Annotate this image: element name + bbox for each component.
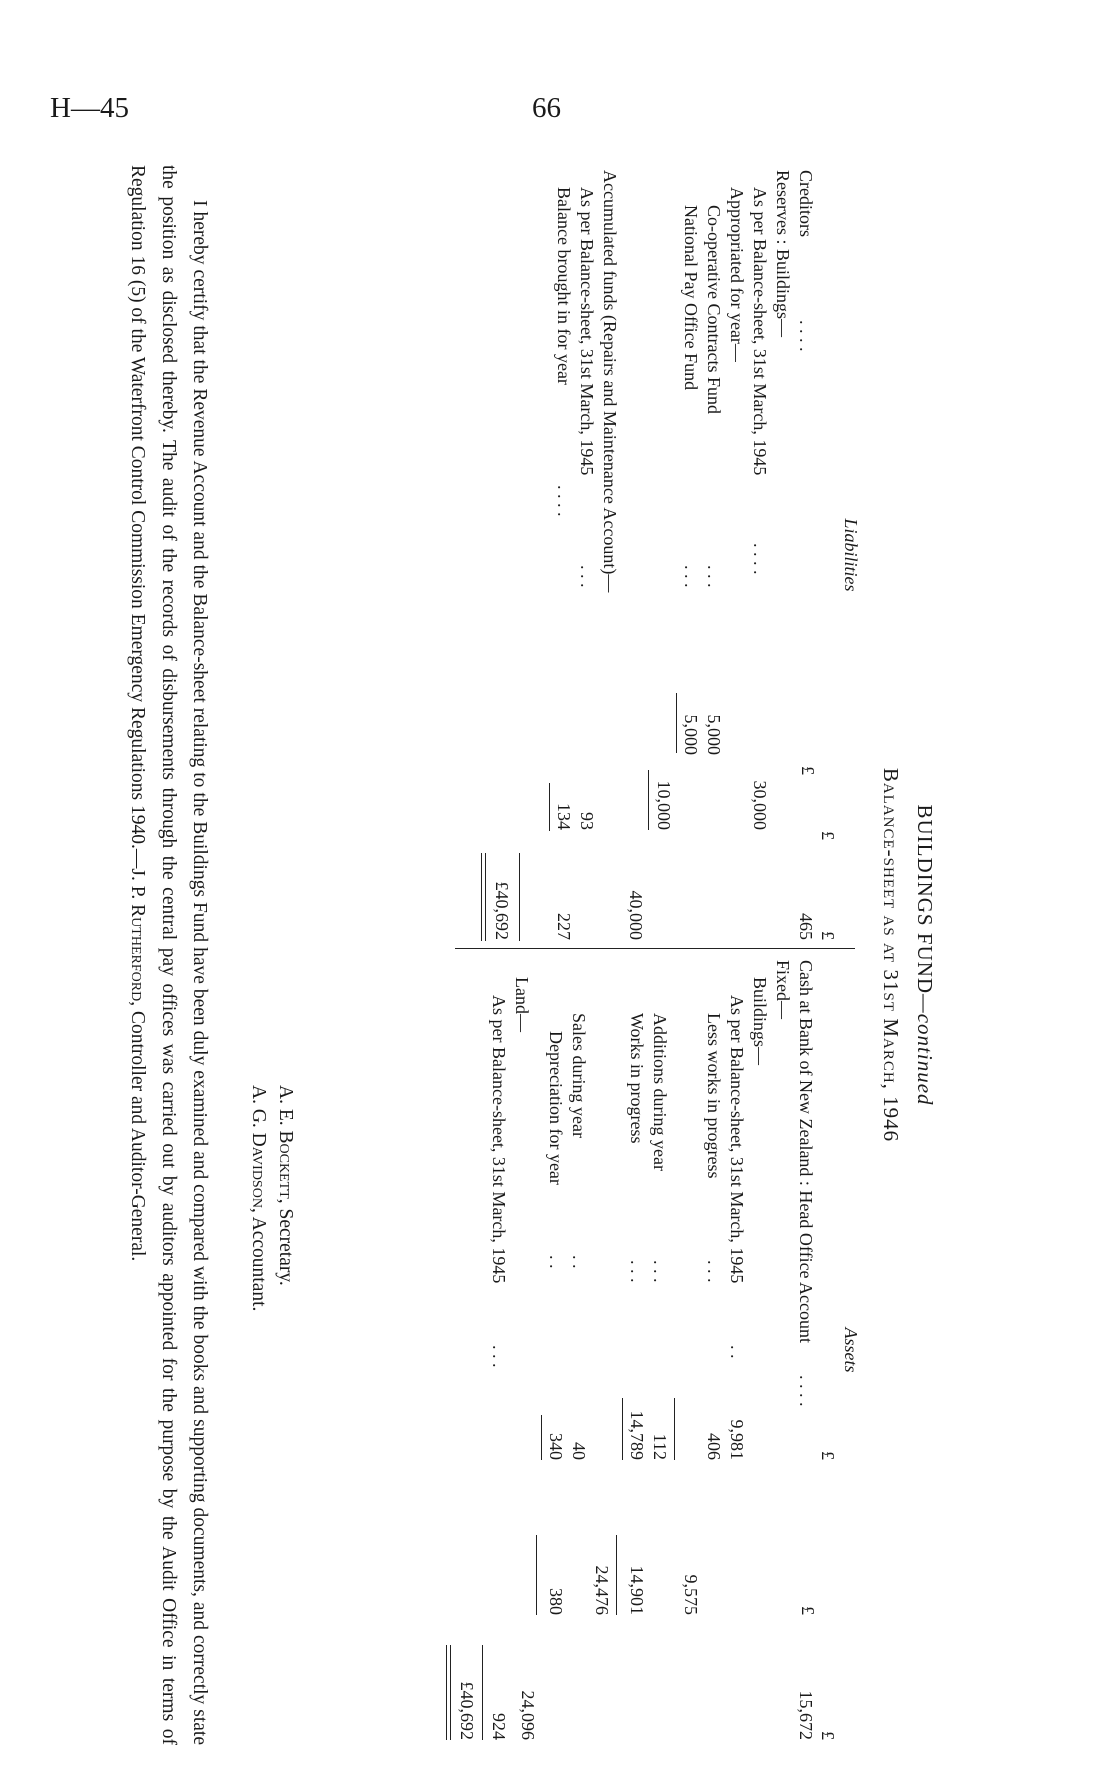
column-divider (455, 948, 855, 949)
leaders: . . . (577, 565, 597, 588)
rule (648, 770, 649, 830)
buildings-added-total: 14,901 (627, 1565, 647, 1615)
leaders: . . . (704, 1260, 724, 1283)
leaders: . . . (704, 565, 724, 588)
rule (541, 1415, 542, 1460)
cooperative-fund-amount: 5,000 (704, 714, 724, 755)
currency-mark: £ (798, 766, 818, 775)
land-amount: 924 (489, 1713, 509, 1740)
accumulated-label: Accumulated funds (Repairs and Maintenance Account)— (600, 170, 620, 593)
cash-label: Cash at Bank of New Zealand : Head Office Account (796, 960, 816, 1344)
cash-amount: 15,672 (796, 1690, 816, 1740)
leaders: . . . . (554, 485, 574, 517)
currency-mark: £ (818, 1451, 838, 1460)
reserves-label: Reserves : Buildings— (773, 170, 793, 337)
less-works-amount: 406 (704, 1433, 724, 1460)
balance-brought-in-label: Balance brought in for year (554, 187, 574, 385)
leaders: . . . (627, 1260, 647, 1283)
leaders: . . . . (796, 320, 816, 352)
currency-mark: £ (818, 831, 838, 840)
buildings-as-per-amount: 9,981 (727, 1419, 747, 1460)
rule (450, 1645, 451, 1740)
works-label: Works in progress (627, 1013, 647, 1144)
sales-label: Sales during year (569, 1013, 589, 1138)
currency-mark: £ (818, 931, 838, 940)
liabilities-heading: Liabilities (841, 518, 861, 592)
page-reference: H—45 (50, 92, 129, 124)
buildings-deductions: 380 (546, 1588, 566, 1615)
creditors-amount: 465 (796, 913, 816, 940)
creditors-label: Creditors (796, 170, 816, 237)
appropriated-label: Appropriated for year— (727, 187, 747, 362)
signatory-secretary: A. E. Bockett, Secretary. (275, 1085, 296, 1286)
rule (549, 783, 550, 831)
liabilities-grand-total: £40,692 (492, 881, 512, 940)
balance-brought-in-amount: 134 (554, 803, 574, 830)
fixed-label: Fixed— (773, 960, 793, 1020)
statement-subtitle: Balance-sheet as at 31st March, 1946 (879, 767, 903, 1143)
buildings-total: 24,096 (518, 1690, 538, 1740)
depreciation-amount: 340 (546, 1433, 566, 1460)
sales-amount: 40 (569, 1442, 589, 1460)
works-amount: 14,789 (627, 1410, 647, 1460)
leaders: . . . (681, 565, 701, 588)
currency-mark: £ (818, 1731, 838, 1740)
buildings-sum: 24,476 (592, 1565, 612, 1615)
statement-title: BUILDINGS FUND—continued (913, 804, 937, 1106)
leaders: . . . . (750, 543, 770, 575)
rule (622, 1398, 623, 1460)
leaders: . . (569, 1255, 589, 1269)
less-works-label: Less works in progress (704, 1013, 724, 1179)
page-number: 66 (532, 92, 561, 124)
rule (481, 853, 482, 941)
appropriated-total: 10,000 (654, 780, 674, 830)
accumulated-as-per-amount: 93 (577, 812, 597, 830)
accumulated-total: 227 (554, 913, 574, 940)
signatory-accountant: A. G. Davidson, Accountant. (248, 1085, 269, 1312)
balance-sheet-rotated (95, 165, 935, 1745)
rule (674, 1398, 675, 1460)
buildings-net: 9,575 (681, 1574, 701, 1615)
buildings-label: Buildings— (750, 977, 770, 1066)
currency-mark: £ (798, 1606, 818, 1615)
audit-certificate: I hereby certify that the Revenue Account and the Balance-sheet relating to the Buildings Fund have been duly examined and compared with the books and supporting documents, and correctly state the position as disclosed thereby. The audit of the records of disbursements through the central pay offices was carried out by auditors appointed for the purpose by the Audit Office in terms of Regulation 16 (5) of the Waterfront Control Commission Emergency Regulations 1940.—J. P. Rutherford, Controller and Auditor-General. (127, 165, 210, 1745)
assets-grand-total: £40,692 (457, 1681, 477, 1740)
reserves-total: 40,000 (626, 890, 646, 940)
additions-amount: 112 (650, 1433, 670, 1460)
leaders: . . (546, 1255, 566, 1269)
additions-label: Additions during year (650, 1013, 670, 1171)
national-pay-amount: 5,000 (681, 714, 701, 755)
cooperative-fund-label: Co-operative Contracts Fund (704, 205, 724, 414)
rule (485, 853, 486, 941)
accumulated-as-per-label: As per Balance-sheet, 31st March, 1945 (577, 187, 597, 476)
rule (519, 853, 520, 941)
depreciation-label: Depreciation for year (546, 1031, 566, 1185)
land-label: Land— (512, 977, 532, 1032)
reserves-as-per-amount: 30,000 (750, 780, 770, 830)
land-as-per-label: As per Balance-sheet, 31st March, 1945 (489, 995, 509, 1284)
rule (536, 1535, 537, 1615)
rule (616, 1535, 617, 1615)
assets-heading: Assets (841, 1327, 861, 1373)
rule (446, 1645, 447, 1740)
rule (482, 1645, 483, 1740)
leaders: . . . (650, 1260, 670, 1283)
national-pay-label: National Pay Office Fund (681, 205, 701, 391)
leaders: . . (727, 1345, 747, 1359)
leaders: . . . . (796, 1375, 816, 1407)
reserves-as-per-label: As per Balance-sheet, 31st March, 1945 (750, 187, 770, 476)
buildings-as-per-label: As per Balance-sheet, 31st March, 1945 (727, 995, 747, 1284)
leaders: . . . (489, 1345, 509, 1368)
rule (676, 693, 677, 753)
